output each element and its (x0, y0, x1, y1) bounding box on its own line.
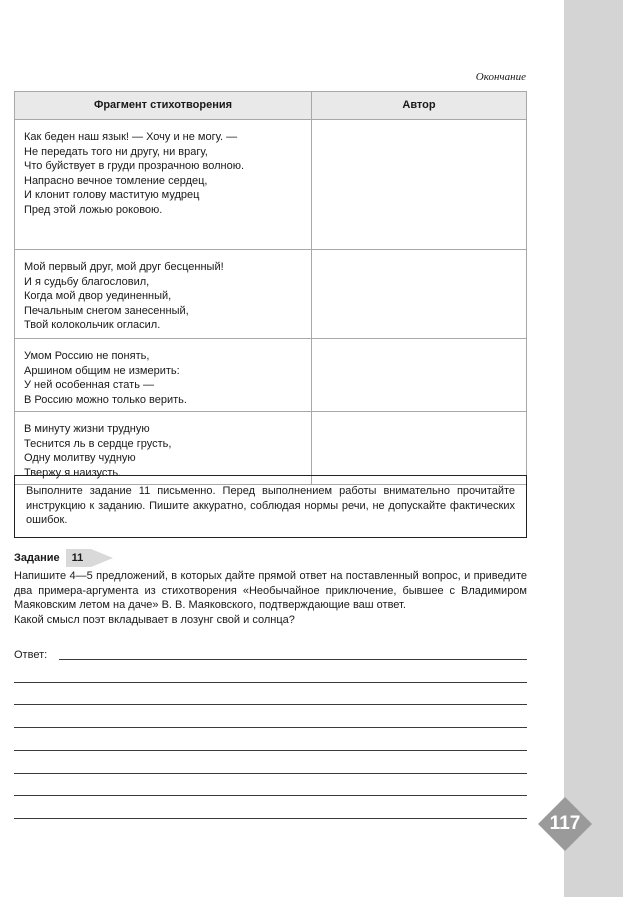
answer-line[interactable] (14, 750, 527, 751)
author-answer-cell[interactable] (312, 412, 527, 485)
answer-line[interactable] (14, 773, 527, 774)
author-answer-cell[interactable] (312, 250, 527, 339)
header-fragment: Фрагмент стихотворения (15, 92, 312, 120)
fragment-cell (15, 120, 312, 250)
poem-fragment: Умом Россию не понять, Аршином общим не измерить: У ней особенная стать — В Россию можно только верить. (24, 350, 187, 406)
poem-fragment: В минуту жизни трудную Теснится ль в сердце грусть, Одну молитву чудную Твержу я наизусть. (24, 423, 172, 479)
page-number: 117 (549, 813, 581, 834)
author-answer-cell[interactable] (312, 120, 527, 250)
fragment-cell (15, 339, 312, 412)
task-number: 11 (66, 549, 92, 567)
table-row (15, 339, 527, 412)
task-question: Какой смысл поэт вкладывает в лозунг свой и солнца? (14, 613, 295, 626)
poem-fragment: Как беден наш язык! — Хочу и не могу. — Не передать того ни другу, ни врагу, Что буйствует в груди прозрачною волною. Напрасно вечное томление сердец, И клонит голову маститую мудрец Пред этой ложью роковою. (24, 131, 244, 216)
task-header (14, 549, 91, 567)
poem-fragment: Мой первый друг, мой друг бесценный! И я судьбу благословил, Когда мой двор уединенный, Печальным снегом занесенный, Твой колокольчик огласил. (24, 261, 224, 331)
fragment-cell (15, 412, 312, 485)
answer-line[interactable] (14, 795, 527, 796)
poem-author-table (14, 91, 527, 485)
page-side-strip (564, 0, 623, 897)
instruction-box: Выполните задание 11 письменно. Перед выполнением работы внимательно прочитайте инструкцию к заданию. Пишите аккуратно, соблюдая нормы речи, не допускайте фактических ошибок. (14, 475, 527, 538)
fragment-cell (15, 250, 312, 339)
task-text (14, 569, 527, 627)
table-row (15, 120, 527, 250)
page-number-badge (538, 797, 592, 851)
task-description: Напишите 4—5 предложений, в которых дайте прямой ответ на поставленный вопрос, и приведите два примера-аргумента из стихотворения «Необычайное приключение, бывшее с Владимиром Маяковским летом на даче» В. В. Маяковского, подтверждающие ваш ответ. (14, 570, 527, 611)
answer-label: Ответ: (14, 649, 48, 661)
answer-line[interactable] (14, 704, 527, 705)
table-row (15, 250, 527, 339)
header-author: Автор (312, 92, 527, 120)
answer-line[interactable] (14, 682, 527, 683)
task-label: Задание (14, 552, 60, 564)
author-answer-cell[interactable] (312, 339, 527, 412)
answer-line[interactable] (14, 727, 527, 728)
answer-line[interactable] (59, 659, 527, 660)
table-row (15, 412, 527, 485)
answer-line[interactable] (14, 818, 527, 819)
table-continuation-caption: Окончание (475, 71, 526, 83)
table-header-row (15, 92, 527, 120)
